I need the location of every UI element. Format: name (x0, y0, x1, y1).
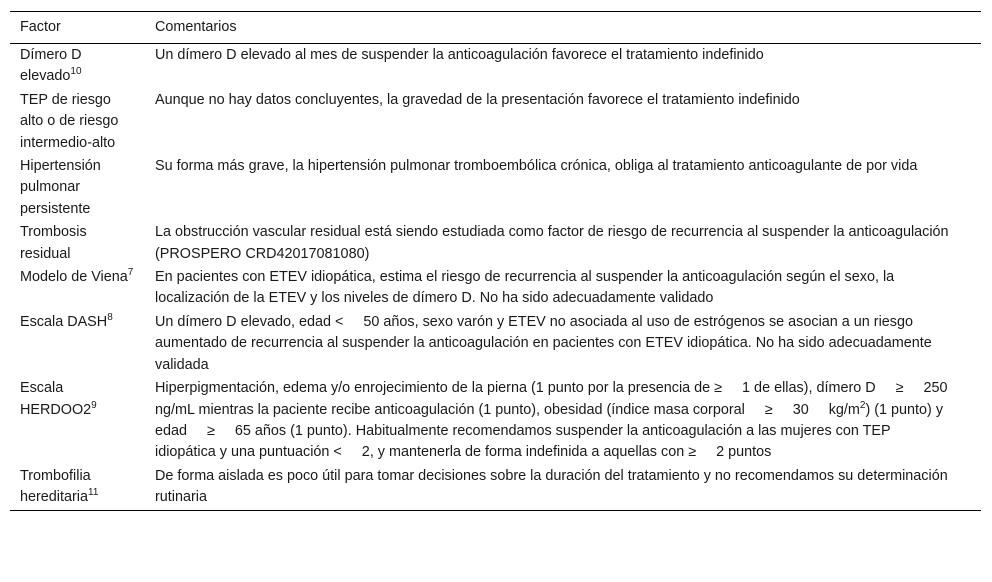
factor-cell (10, 266, 145, 311)
table-body (10, 44, 981, 511)
comment-cell: La obstrucción vascular residual está siendo estudiada como factor de riesgo de recurrencia al suspender la anticoagulación (PROSPERO CRD42017081080) (155, 224, 949, 262)
table-header (10, 12, 981, 44)
factor-label: Trombosis residual (20, 224, 87, 262)
comment-cell (145, 311, 981, 377)
header-row (10, 12, 981, 44)
comment-cell: Su forma más grave, la hipertensión pulmonar tromboembólica crónica, obliga al tratamiento anticoagulante de por vida (155, 158, 918, 175)
comment-cell: Un dímero D elevado al mes de suspender la anticoagulación favorece el tratamiento indefinido (155, 47, 764, 63)
reference-superscript: 11 (88, 487, 99, 499)
unit-exponent-superscript: 2 (859, 399, 866, 411)
factor-label: Modelo de Viena (20, 269, 128, 286)
table-row (10, 266, 981, 311)
factor-label: Dímero D elevado (20, 47, 82, 85)
factors-table-container (10, 11, 981, 511)
header-factor: Factor (20, 19, 61, 35)
comment-text-part: Hiperpigmentación, edema y/o enrojecimiento de la pierna (1 punto por la presencia de ≥ 1 de ellas), dímero D ≥ 250 ng/mL mientras la paciente recibe anticoagulación (1 punto), obesidad (índice masa corporal ≥ 30 kg/m (155, 380, 968, 418)
factor-label: TEP de riesgo alto o de riesgo intermedio-alto (20, 91, 119, 151)
comment-text-part: ) (1 punto) y edad ≥ 65 años (1 punto). Habitualmente recomendamos suspender la anticoagulación a las mujeres con TEP idiopática y una puntuación < 2, y mantenerla de forma indefinida a aquellas con ≥ 2 puntos (155, 401, 948, 461)
factor-cell (10, 89, 145, 155)
factor-label: Hipertensión pulmonar persistente (20, 158, 101, 217)
table-row (10, 221, 981, 266)
factor-cell (10, 44, 145, 89)
reference-superscript: 7 (127, 267, 134, 279)
reference-superscript: 10 (70, 66, 82, 78)
header-comentarios: Comentarios (155, 19, 237, 35)
reference-superscript: 8 (107, 312, 113, 324)
factors-table (10, 11, 981, 511)
factor-cell (10, 311, 145, 377)
table-row (10, 44, 981, 89)
factor-cell (10, 155, 145, 221)
table-row (10, 155, 981, 221)
reference-superscript: 9 (91, 399, 97, 411)
factor-cell (10, 221, 145, 266)
factor-label: Escala HERDOO2 (20, 380, 92, 418)
factor-cell (10, 465, 145, 510)
factor-label: Trombofilia hereditaria (20, 467, 91, 506)
comment-cell: De forma aislada es poco útil para tomar decisiones sobre la duración del tratamiento y no recomendamos su determinación rutinaria (155, 467, 948, 506)
factor-label: Escala DASH (20, 313, 108, 330)
factor-cell (10, 377, 145, 465)
table-row (10, 377, 981, 465)
comment-cell (145, 377, 981, 465)
table-row (10, 465, 981, 510)
table-row (10, 89, 981, 155)
comment-cell: En pacientes con ETEV idiopática, estima el riesgo de recurrencia al suspender la anticoagulación según el sexo, la localización de la ETEV y los niveles de dímero D. No ha sido adecuadamente validado (155, 269, 895, 307)
comment-cell: Aunque no hay datos concluyentes, la gravedad de la presentación favorece el tratamiento indefinido (155, 91, 800, 108)
table-row (10, 311, 981, 377)
comment-text: Un dímero D elevado, edad < 50 años, sexo varón y ETEV no asociada al uso de estrógenos se asocian a un riesgo aumentado de recurrencia al suspender la anticoagulación en pacientes con ETEV idiopática. No ha sido adecuadamente validada (155, 313, 936, 373)
